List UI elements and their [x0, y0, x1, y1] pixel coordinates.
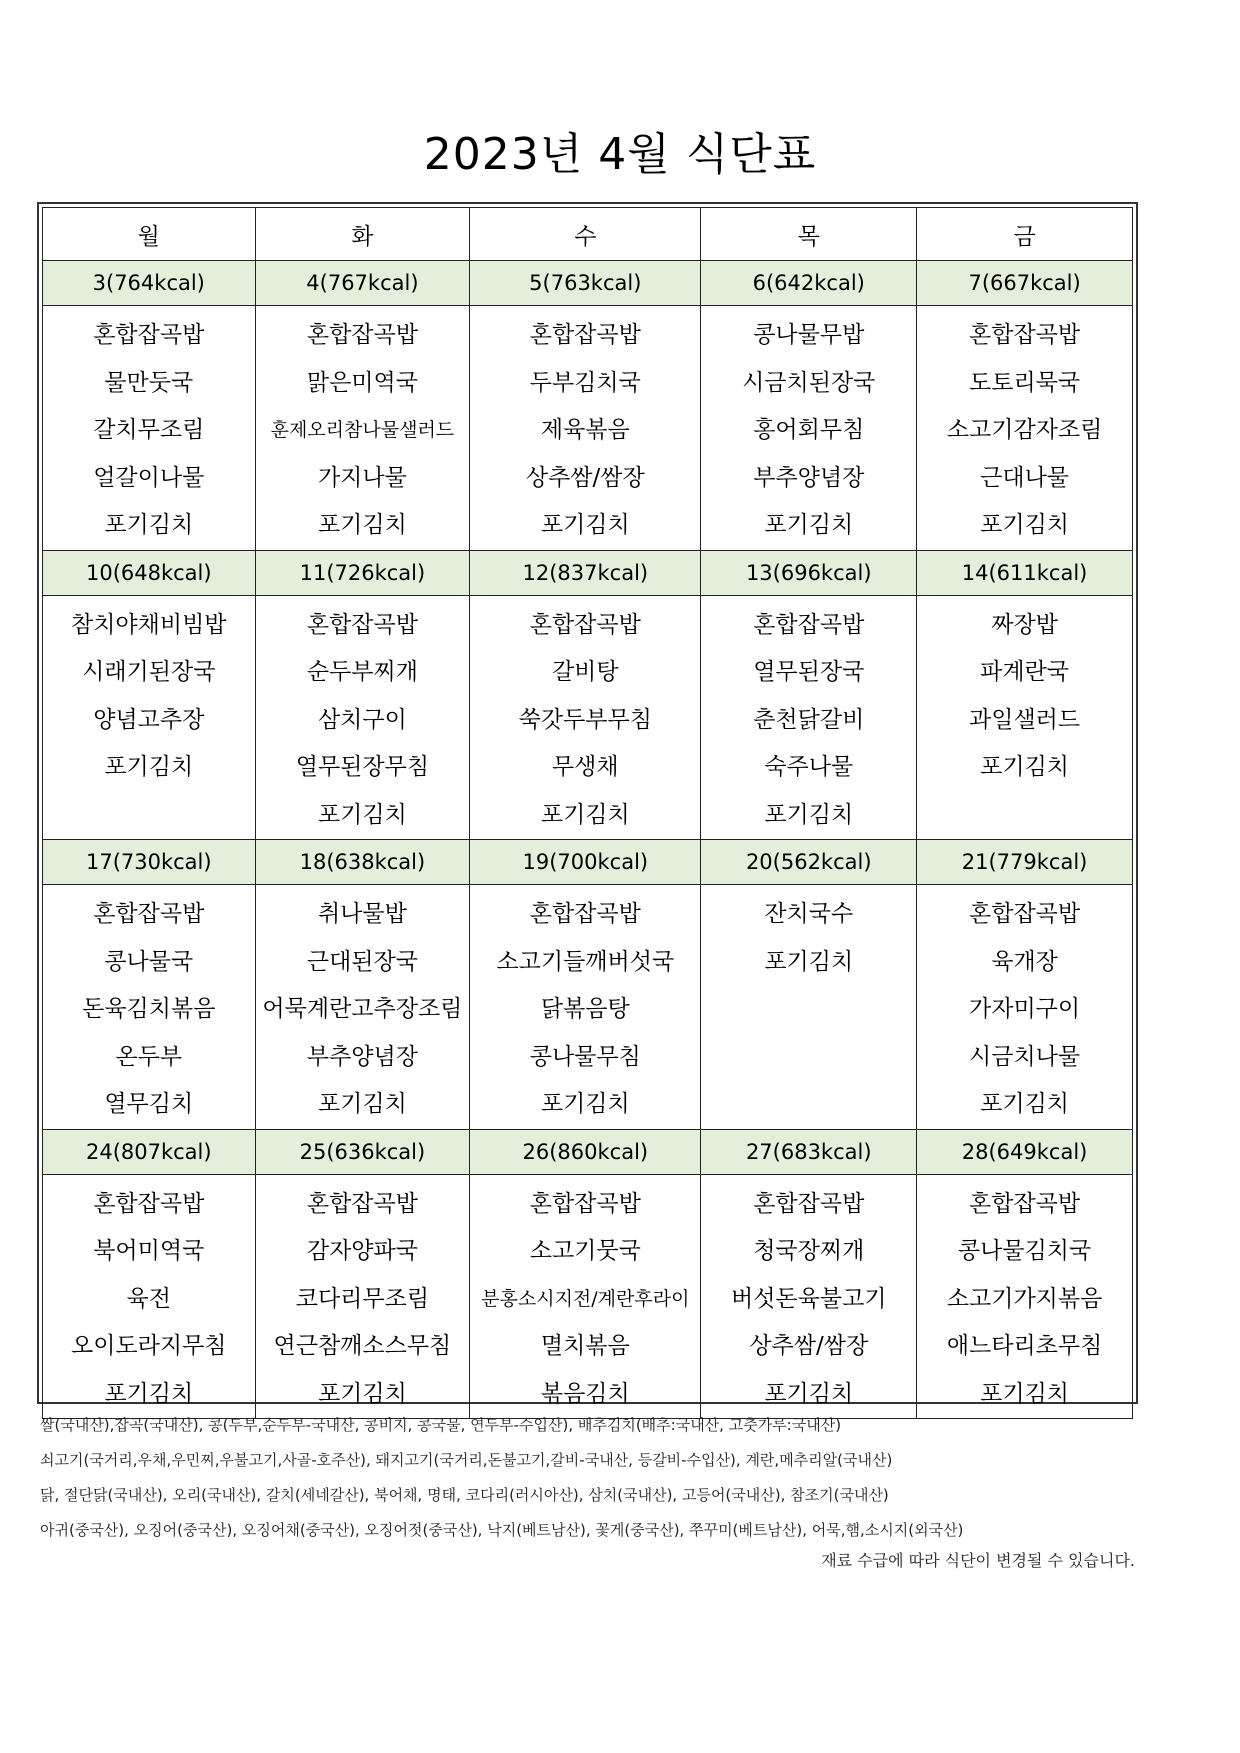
- menu-cell: [43, 306, 256, 551]
- menu-item: 열무김치: [104, 1091, 194, 1117]
- menu-item: 가지나물: [317, 464, 407, 491]
- menu-item: 혼합잡곡밥: [529, 1190, 641, 1217]
- menu-cell: [917, 306, 1133, 551]
- menu-cell: [43, 885, 256, 1130]
- weekday-mon: 월: [43, 208, 256, 261]
- menu-row: [43, 885, 1133, 1130]
- menu-cell: [917, 1174, 1133, 1419]
- menu-item: 혼합잡곡밥: [93, 322, 205, 348]
- origin-note-line: 닭, 절단닭(국내산), 오리(국내산), 갈치(세네갈산), 북어채, 명태, 코다리(러시아산), 삼치(국내산), 고등어(국내산), 참조기(국내산): [40, 1486, 889, 1504]
- day-calorie-label: 27(683kcal): [701, 1129, 917, 1174]
- menu-item: 포기김치: [764, 512, 854, 538]
- menu-item: 근대된장국: [306, 948, 418, 975]
- menu-item: 소고기뭇국: [529, 1238, 641, 1264]
- day-calorie-label: 20(562kcal): [701, 840, 917, 885]
- day-calorie-label: 18(638kcal): [255, 840, 470, 885]
- menu-item: 포기김치: [104, 754, 194, 780]
- menu-item: 양념고추장: [93, 706, 205, 733]
- menu-item: 콩나물무밥: [753, 322, 865, 348]
- menu-item: 순두부찌개: [306, 659, 418, 685]
- menu-item: 멸치볶음: [540, 1333, 630, 1359]
- menu-cell: [255, 885, 470, 1130]
- menu-item: 분홍소시지전/계란후라이: [481, 1287, 690, 1310]
- menu-item: 콩나물김치국: [957, 1238, 1092, 1264]
- menu-item: 얼갈이나물: [93, 464, 205, 491]
- menu-item: 포기김치: [317, 512, 407, 538]
- menu-cell: [43, 1174, 256, 1419]
- menu-cell: [917, 595, 1133, 840]
- day-label-row: [43, 550, 1133, 595]
- menu-item: 포기김치: [104, 512, 194, 538]
- menu-item: 춘천닭갈비: [753, 706, 865, 733]
- menu-row: [43, 595, 1133, 840]
- menu-cell: [255, 595, 470, 840]
- menu-item: 혼합잡곡밥: [306, 322, 418, 348]
- menu-item: 혼합잡곡밥: [753, 1190, 865, 1217]
- day-calorie-label: 17(730kcal): [43, 840, 256, 885]
- menu-item: 소고기들깨버섯국: [496, 948, 675, 975]
- day-calorie-label: 6(642kcal): [701, 261, 917, 306]
- day-calorie-label: 10(648kcal): [43, 550, 256, 595]
- menu-cell: [917, 885, 1133, 1130]
- menu-item: 감자양파국: [306, 1238, 418, 1264]
- menu-item: 열무된장무침: [295, 754, 430, 780]
- day-calorie-label: 28(649kcal): [917, 1129, 1133, 1174]
- menu-item: [701, 1081, 916, 1129]
- menu-item: 닭볶음탕: [540, 996, 630, 1022]
- menu-item: 가자미구이: [969, 996, 1081, 1022]
- menu-item: 혼합잡곡밥: [969, 322, 1081, 348]
- weekday-thu: 목: [701, 208, 917, 261]
- menu-item: 포기김치: [540, 1091, 630, 1117]
- day-calorie-label: 13(696kcal): [701, 550, 917, 595]
- menu-row: [43, 1174, 1133, 1419]
- menu-item: 맑은미역국: [306, 369, 418, 396]
- menu-item: 혼합잡곡밥: [93, 1190, 205, 1217]
- menu-item: 포기김치: [540, 512, 630, 538]
- menu-item: 참치야채비빔밥: [71, 611, 227, 638]
- menu-cell: [43, 595, 256, 840]
- menu-item: 부추양념장: [306, 1043, 418, 1070]
- menu-item: 과일샐러드: [969, 706, 1081, 733]
- menu-item: 혼합잡곡밥: [969, 901, 1081, 927]
- menu-item: 부추양념장: [753, 464, 865, 491]
- menu-item: 삼치구이: [317, 706, 407, 733]
- day-calorie-label: 11(726kcal): [255, 550, 470, 595]
- menu-item: [701, 1034, 916, 1082]
- menu-item: 혼합잡곡밥: [529, 322, 641, 348]
- menu-item: 오이도라지무침: [71, 1333, 227, 1359]
- menu-item: 혼합잡곡밥: [753, 611, 865, 638]
- weekday-fri: 금: [917, 208, 1133, 261]
- menu-item: 훈제오리참나물샐러드: [270, 419, 455, 441]
- menu-item: [43, 792, 255, 840]
- menu-item: 포기김치: [104, 1380, 194, 1407]
- day-calorie-label: 3(764kcal): [43, 261, 256, 306]
- menu-item: 시래기된장국: [82, 659, 216, 685]
- menu-item: 포기김치: [317, 1380, 407, 1407]
- menu-item: 갈비탕: [551, 659, 619, 685]
- menu-item: 돈육김치볶음: [82, 996, 216, 1022]
- day-calorie-label: 21(779kcal): [917, 840, 1133, 885]
- menu-item: 혼합잡곡밥: [306, 611, 418, 638]
- menu-cell: [255, 306, 470, 551]
- menu-item: 북어미역국: [93, 1238, 205, 1264]
- menu-item: 시금치나물: [969, 1043, 1081, 1070]
- menu-cell: [255, 1174, 470, 1419]
- day-label-row: [43, 840, 1133, 885]
- menu-item: 시금치된장국: [742, 369, 876, 396]
- weekday-tue: 화: [255, 208, 470, 261]
- menu-item: 혼합잡곡밥: [529, 901, 641, 927]
- day-calorie-label: 12(837kcal): [470, 550, 701, 595]
- menu-item: [701, 986, 916, 1034]
- menu-item: 연근참깨소스무침: [273, 1333, 452, 1359]
- menu-item: 소고기감자조림: [946, 417, 1103, 443]
- menu-row: [43, 306, 1133, 551]
- menu-item: 콩나물국: [104, 948, 194, 975]
- origin-note-line: 쇠고기(국거리,우채,우민찌,우불고기,사골-호주산), 돼지고기(국거리,돈불고기,갈비-국내산, 등갈비-수입산), 계란,메추리알(국내산): [40, 1451, 893, 1469]
- menu-item: 포기김치: [980, 754, 1070, 780]
- menu-item: 육개장: [991, 948, 1058, 975]
- menu-item: 볶음김치: [540, 1380, 630, 1407]
- menu-item: 취나물밥: [317, 901, 407, 927]
- menu-item: 코다리무조림: [295, 1285, 430, 1312]
- menu-item: 소고기가지볶음: [946, 1285, 1103, 1312]
- day-calorie-label: 26(860kcal): [470, 1129, 701, 1174]
- menu-cell: [470, 306, 701, 551]
- weeks-body: [43, 261, 1133, 1419]
- menu-item: 포기김치: [317, 801, 407, 828]
- menu-item: 콩나물무침: [529, 1043, 641, 1070]
- menu-table-frame: [37, 202, 1138, 1407]
- origin-note-line: 아귀(중국산), 오징어(중국산), 오징어채(중국산), 오징어젓(중국산), 낙지(베트남산), 꽃게(중국산), 쭈꾸미(베트남산), 어묵,햄,소시지(외국산): [40, 1521, 964, 1539]
- weekday-wed: 수: [470, 208, 701, 261]
- menu-item: 혼합잡곡밥: [969, 1190, 1081, 1217]
- menu-item: 포기김치: [980, 1091, 1070, 1117]
- change-notice: 재료 수급에 따라 식단이 변경될 수 있습니다.: [821, 1551, 1135, 1570]
- day-calorie-label: 25(636kcal): [255, 1129, 470, 1174]
- menu-table: [42, 207, 1133, 1419]
- menu-item: 혼합잡곡밥: [529, 611, 641, 638]
- weekday-header-row: [43, 208, 1133, 261]
- day-calorie-label: 4(767kcal): [255, 261, 470, 306]
- menu-item: 갈치무조림: [93, 417, 205, 443]
- day-label-row: [43, 1129, 1133, 1174]
- menu-cell: [701, 595, 917, 840]
- menu-item: 어묵계란고추장조림: [262, 996, 463, 1022]
- menu-item: 잔치국수: [764, 901, 854, 927]
- menu-item: 두부김치국: [529, 369, 641, 396]
- menu-item: 무생채: [551, 754, 619, 780]
- menu-item: 짜장밥: [991, 611, 1058, 638]
- menu-item: 애느타리초무침: [946, 1333, 1103, 1359]
- menu-item: 상추쌈/쌈장: [525, 464, 645, 491]
- menu-item: 포기김치: [317, 1091, 407, 1117]
- menu-item: 육전: [126, 1285, 171, 1312]
- menu-item: 물만둣국: [104, 369, 194, 396]
- menu-item: 포기김치: [764, 1380, 854, 1407]
- menu-item: 혼합잡곡밥: [306, 1190, 418, 1217]
- menu-item: 근대나물: [980, 464, 1070, 491]
- menu-item: 열무된장국: [753, 659, 865, 685]
- menu-cell: [470, 595, 701, 840]
- origin-note-line: 쌀(국내산),잡곡(국내산), 콩(두부,순두부-국내산, 콩비지, 콩국물, 연두부-수입산), 배추김치(배추:국내산, 고춧가루:국내산): [40, 1416, 842, 1434]
- menu-item: 포기김치: [540, 801, 630, 828]
- menu-item: 상추쌈/쌈장: [749, 1333, 869, 1359]
- day-calorie-label: 7(667kcal): [917, 261, 1133, 306]
- menu-cell: [470, 1174, 701, 1419]
- menu-cell: [701, 885, 917, 1130]
- menu-cell: [701, 306, 917, 551]
- day-label-row: [43, 261, 1133, 306]
- menu-item: 포기김치: [764, 801, 854, 828]
- menu-item: 혼합잡곡밥: [93, 901, 205, 927]
- menu-item: 숙주나물: [764, 754, 854, 780]
- menu-cell: [701, 1174, 917, 1419]
- day-calorie-label: 19(700kcal): [470, 840, 701, 885]
- menu-item: 파계란국: [980, 659, 1070, 685]
- day-calorie-label: 24(807kcal): [43, 1129, 256, 1174]
- menu-item: 버섯돈육불고기: [730, 1285, 887, 1312]
- page-title: 2023년 4월 식단표: [423, 129, 817, 180]
- menu-item: 포기김치: [764, 948, 854, 975]
- menu-cell: [470, 885, 701, 1130]
- day-calorie-label: 5(763kcal): [470, 261, 701, 306]
- menu-item: 도토리묵국: [969, 369, 1081, 396]
- menu-item: 홍어회무침: [753, 417, 865, 443]
- menu-item: 포기김치: [980, 1380, 1070, 1407]
- menu-item: 청국장찌개: [753, 1238, 865, 1264]
- origin-notes: [40, 1408, 1140, 1548]
- menu-item: 쑥갓두부무침: [518, 706, 652, 733]
- menu-item: 포기김치: [980, 512, 1070, 538]
- menu-item: 제육볶음: [540, 417, 630, 443]
- menu-item: [917, 792, 1132, 840]
- day-calorie-label: 14(611kcal): [917, 550, 1133, 595]
- menu-item: 온두부: [115, 1043, 183, 1070]
